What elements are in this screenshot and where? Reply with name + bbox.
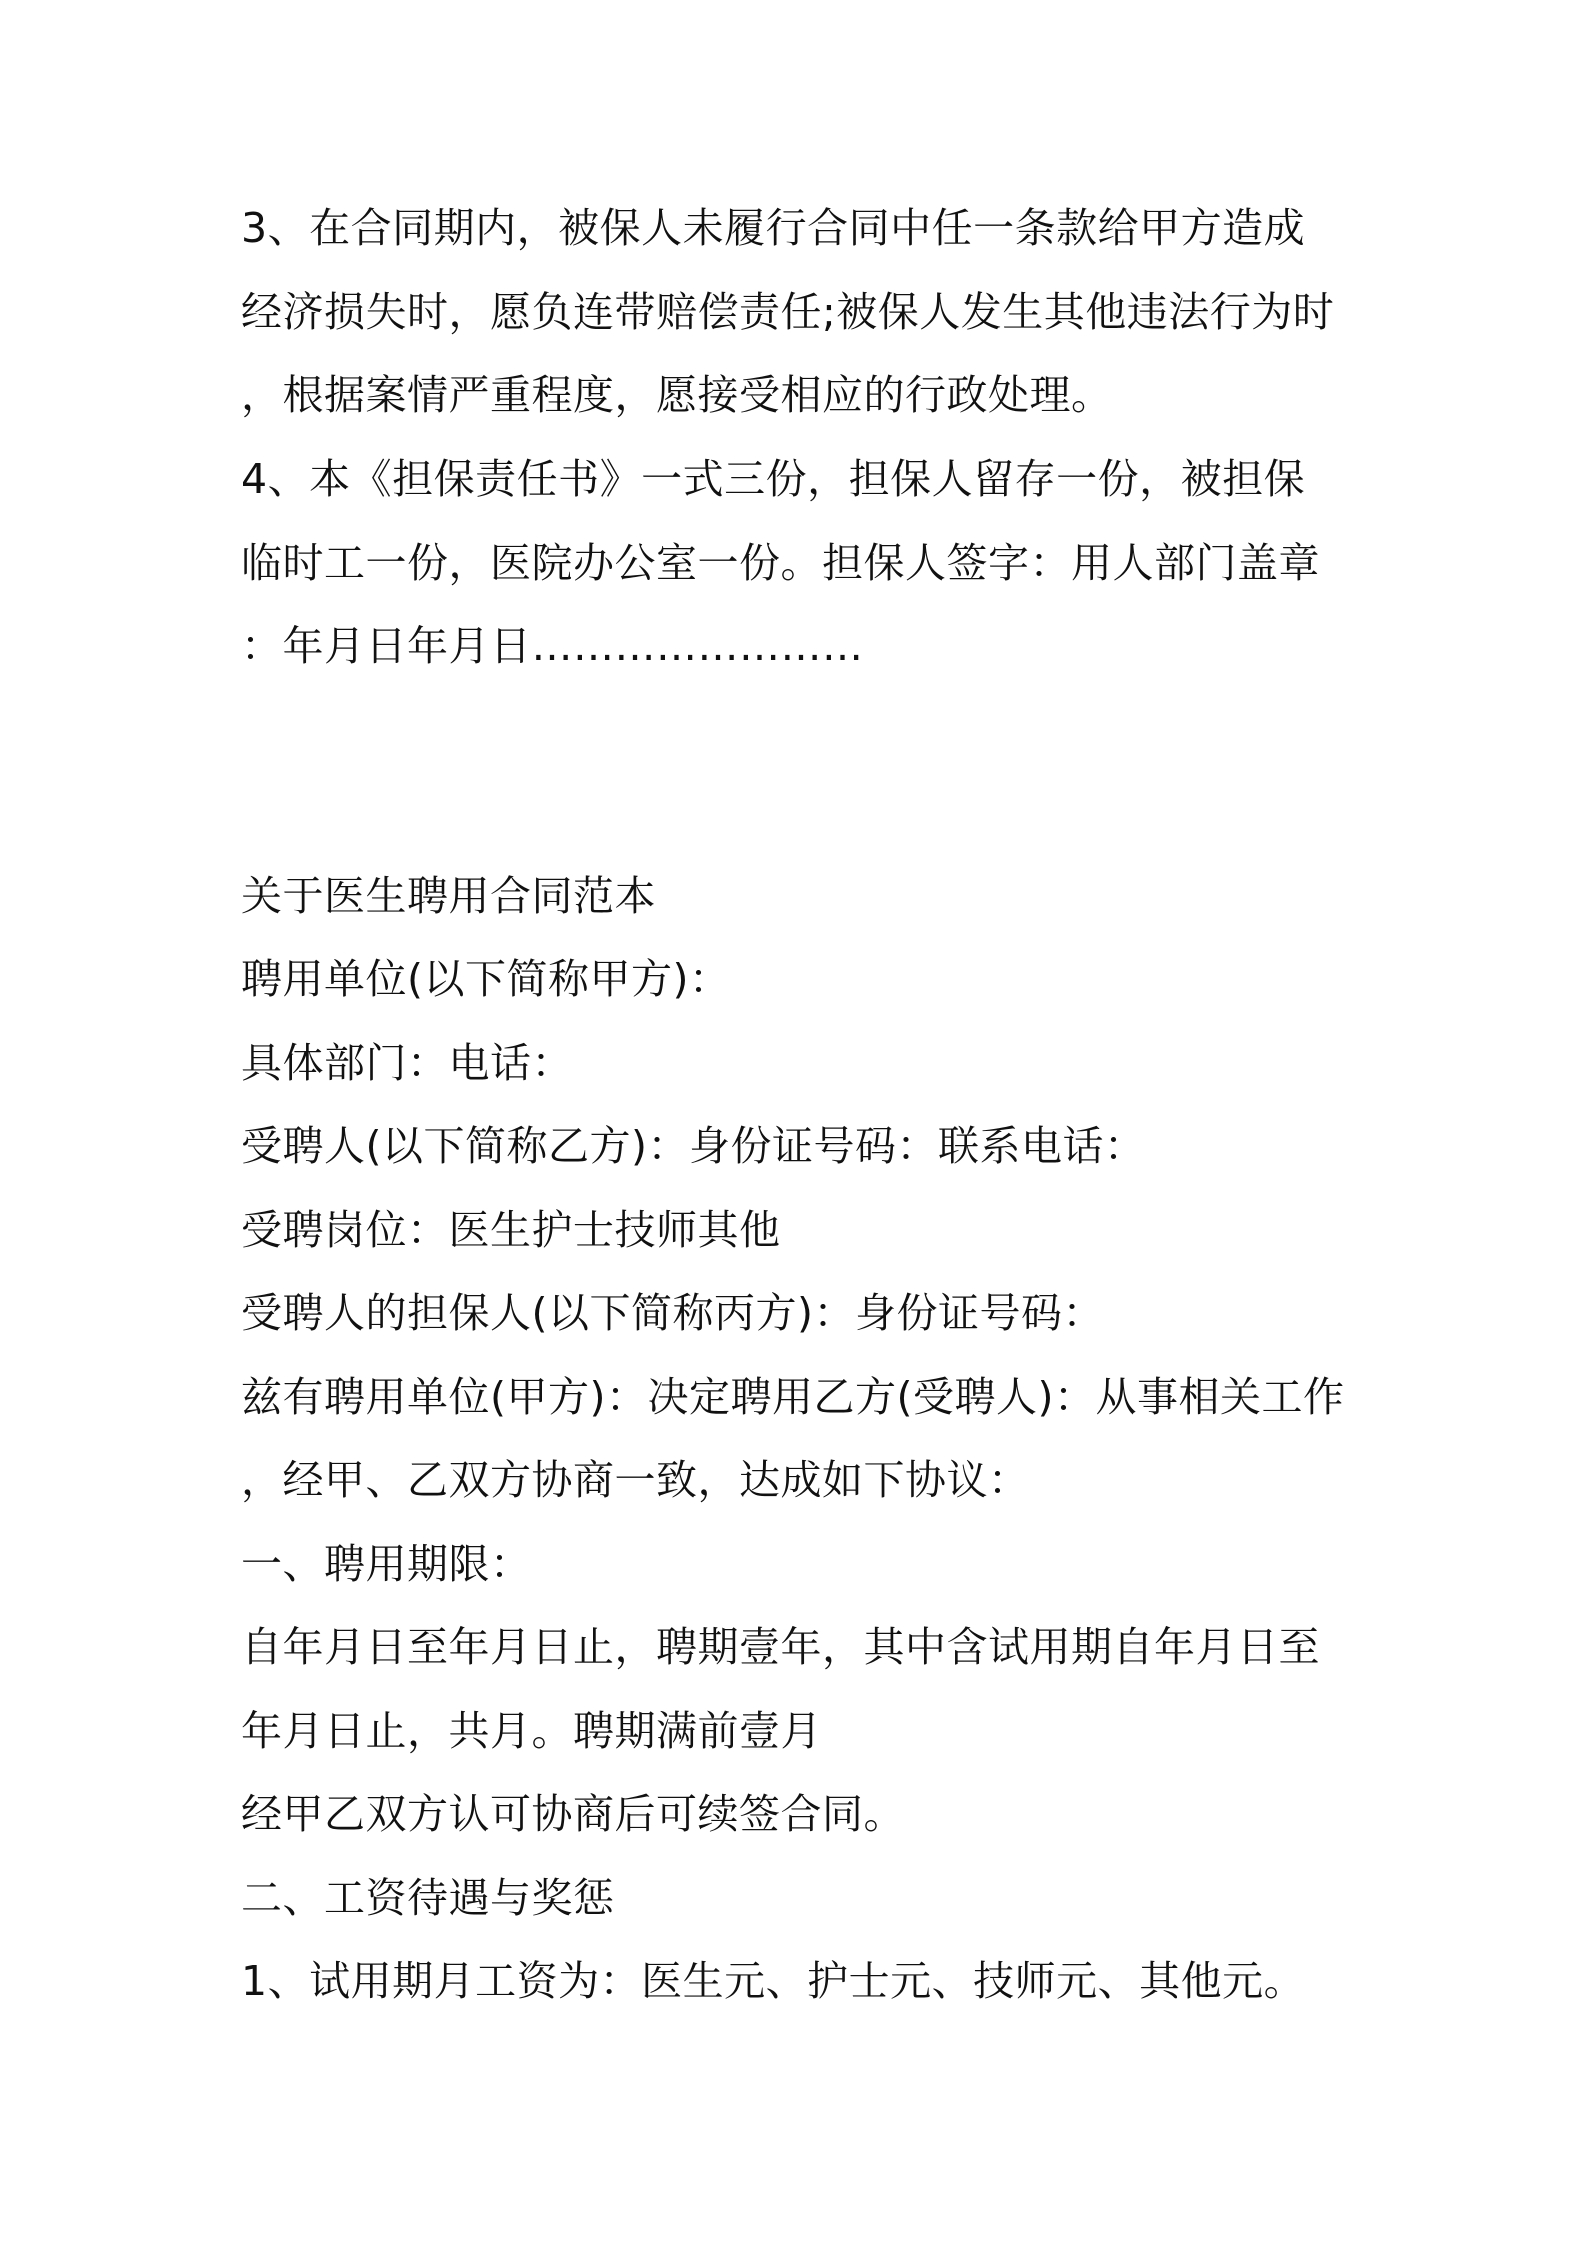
clause-4-line-1: 4、本《担保责任书》一式三份，担保人留存一份，被担保 [241,455,1306,503]
term-line-1: 自年月日至年月日止，聘期壹年，其中含试用期自年月日至 [241,1623,1320,1671]
contract-title: 关于医生聘用合同范本 [241,872,656,920]
employee-line: 受聘人(以下简称乙方)：身份证号码：联系电话： [241,1122,1146,1170]
agreement-line-2: ，经甲、乙双方协商一致，达成如下协议： [241,1456,1030,1504]
clause-4-line-2: 临时工一份，医院办公室一份。担保人签字：用人部门盖章 [241,539,1320,587]
clause-3-line-2: 经济损失时，愿负连带赔偿责任;被保人发生其他违法行为时 [241,288,1335,336]
clause-3-line-1: 3、在合同期内，被保人未履行合同中任一条款给甲方造成 [241,204,1306,252]
salary-heading: 二、工资待遇与奖惩 [241,1874,615,1922]
term-heading: 一、聘用期限： [241,1540,532,1588]
clause-3-line-3: ，根据案情严重程度，愿接受相应的行政处理。 [241,371,1113,419]
agreement-line-1: 兹有聘用单位(甲方)：决定聘用乙方(受聘人)：从事相关工作 [241,1373,1345,1421]
position-line: 受聘岗位：医生护士技师其他 [241,1206,781,1254]
department-line: 具体部门：电话： [241,1039,573,1087]
term-line-2: 年月日止，共月。聘期满前壹月 [241,1707,822,1755]
employer-line: 聘用单位(以下简称甲方)： [241,955,731,1003]
term-line-3: 经甲乙双方认可协商后可续签合同。 [241,1790,905,1838]
clause-4-line-3: ：年月日年月日…………………… [241,622,864,670]
guarantor-line: 受聘人的担保人(以下简称丙方)：身份证号码： [241,1289,1104,1337]
salary-line-1: 1、试用期月工资为：医生元、护士元、技师元、其他元。 [241,1957,1306,2005]
